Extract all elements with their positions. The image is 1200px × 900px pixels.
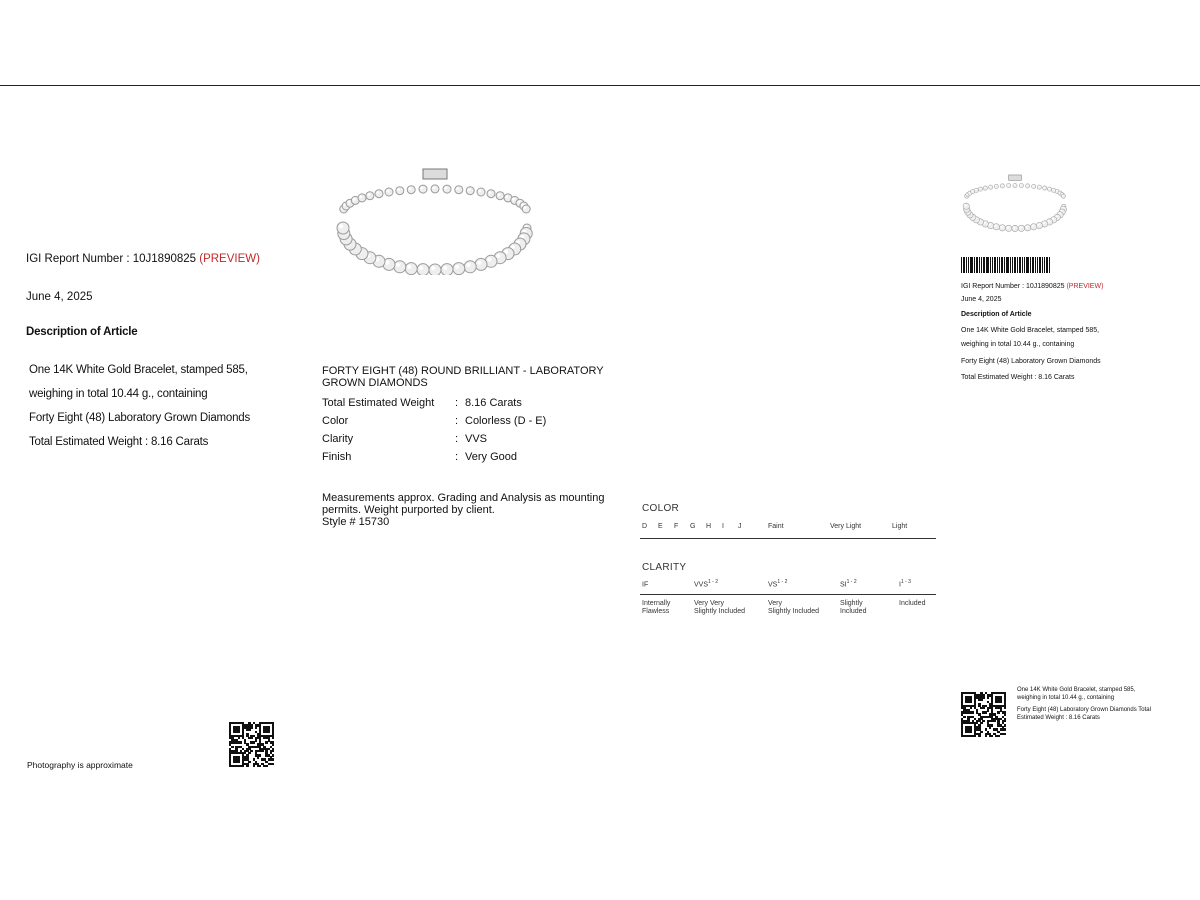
description-line: One 14K White Gold Bracelet, stamped 585, (29, 364, 248, 376)
color-group: Faint (768, 523, 784, 530)
grading-row-label: Clarity (322, 433, 354, 445)
summary-line: weighing in total 10.44 g., containing (961, 341, 1075, 348)
grading-row-sep: : (455, 397, 459, 409)
clarity-desc: Very Slightly Included (768, 600, 819, 615)
clarity-grade: IF (642, 581, 649, 589)
clarity-grade: VS$^{1 - 2}$ (768, 579, 788, 589)
clarity-desc: Included (899, 600, 926, 607)
summary-heading: Description of Article (961, 311, 1032, 318)
report-label: IGI Report Number : (26, 253, 133, 265)
footer-note-line: weighing in total 10.44 g., containing (1017, 695, 1115, 701)
grading-row-value: Colorless (D - E) (465, 415, 547, 427)
qr-code (229, 722, 274, 767)
summary-report-number: IGI Report Number : 10J1890825 (PREVIEW) (961, 283, 1104, 290)
color-grade: D (642, 523, 648, 530)
description-block (29, 358, 250, 454)
description-line: Total Estimated Weight : 8.16 Carats (29, 436, 209, 448)
grading-row-value: VVS (465, 433, 488, 445)
clarity-grade: SI$^{1 - 2}$ (840, 579, 857, 589)
grading-row-sep: : (455, 433, 459, 445)
clarity-desc: Internally Flawless (642, 600, 671, 615)
grading-row-label: Finish (322, 451, 352, 463)
measurements-text: Measurements approx. Grading and Analysis as mounting permits. Weight purported by client. (322, 492, 605, 516)
color-group: Light (892, 523, 908, 530)
color-grade: I (722, 523, 724, 530)
preview-badge: (PREVIEW) (199, 253, 260, 265)
grading-row-sep: : (455, 451, 459, 463)
description-heading: Description of Article (26, 326, 138, 338)
grading-title: FORTY EIGHT (48) ROUND BRILLIANT - LABORATORY GROWN DIAMONDS (322, 365, 604, 389)
report-number-line (26, 253, 260, 265)
summary-line: Total Estimated Weight : 8.16 Carats (961, 374, 1075, 381)
color-group: Very Light (830, 523, 862, 530)
top-divider (0, 85, 1200, 86)
color-scale-rule (640, 538, 936, 539)
footer-note-line: Estimated Weight : 8.16 Carats (1017, 715, 1100, 721)
footer-note-line: Forty Eight (48) Laboratory Grown Diamonds Total (1017, 707, 1151, 713)
bracelet-thumbnail (962, 172, 1068, 232)
color-grade: F (674, 523, 679, 530)
color-grade: E (658, 523, 663, 530)
summary-date: June 4, 2025 (961, 296, 1002, 303)
footer-note-line: One 14K White Gold Bracelet, stamped 585, (1017, 687, 1136, 693)
clarity-scale-rule (640, 594, 936, 595)
description-line: Forty Eight (48) Laboratory Grown Diamonds (29, 412, 251, 424)
clarity-grade: VVS$^{1 - 2}$ (694, 579, 719, 589)
color-grade: G (690, 523, 696, 530)
report-number: 10J1890825 (132, 253, 197, 265)
clarity-scale-heading: CLARITY (642, 562, 687, 573)
color-grade: H (706, 523, 712, 530)
measurements-note (322, 492, 612, 528)
grading-row-label: Total Estimated Weight (322, 397, 435, 409)
color-grade: J (738, 523, 742, 530)
grading-row-label: Color (322, 415, 349, 427)
summary-line: One 14K White Gold Bracelet, stamped 585, (961, 327, 1100, 334)
qr-code (961, 692, 1006, 737)
bracelet-photo (335, 165, 535, 275)
style-number: Style # 15730 (322, 516, 390, 528)
footer-note (1017, 686, 1151, 722)
barcode (961, 257, 1051, 273)
report-date: June 4, 2025 (26, 291, 93, 303)
description-line: weighing in total 10.44 g., containing (29, 388, 208, 400)
clarity-desc: Very Very Slightly Included (694, 600, 745, 615)
grading-row-value: Very Good (465, 451, 517, 463)
clarity-grade: $I^{1 - 3}$ (899, 579, 911, 589)
grading-row-sep: : (455, 415, 459, 427)
summary-line: Forty Eight (48) Laboratory Grown Diamonds (961, 358, 1101, 365)
grading-row-value: 8.16 Carats (465, 397, 522, 409)
photo-disclaimer: Photography is approximate (27, 760, 133, 770)
color-scale-heading: COLOR (642, 503, 680, 514)
clarity-desc: Slightly Included (840, 600, 867, 615)
